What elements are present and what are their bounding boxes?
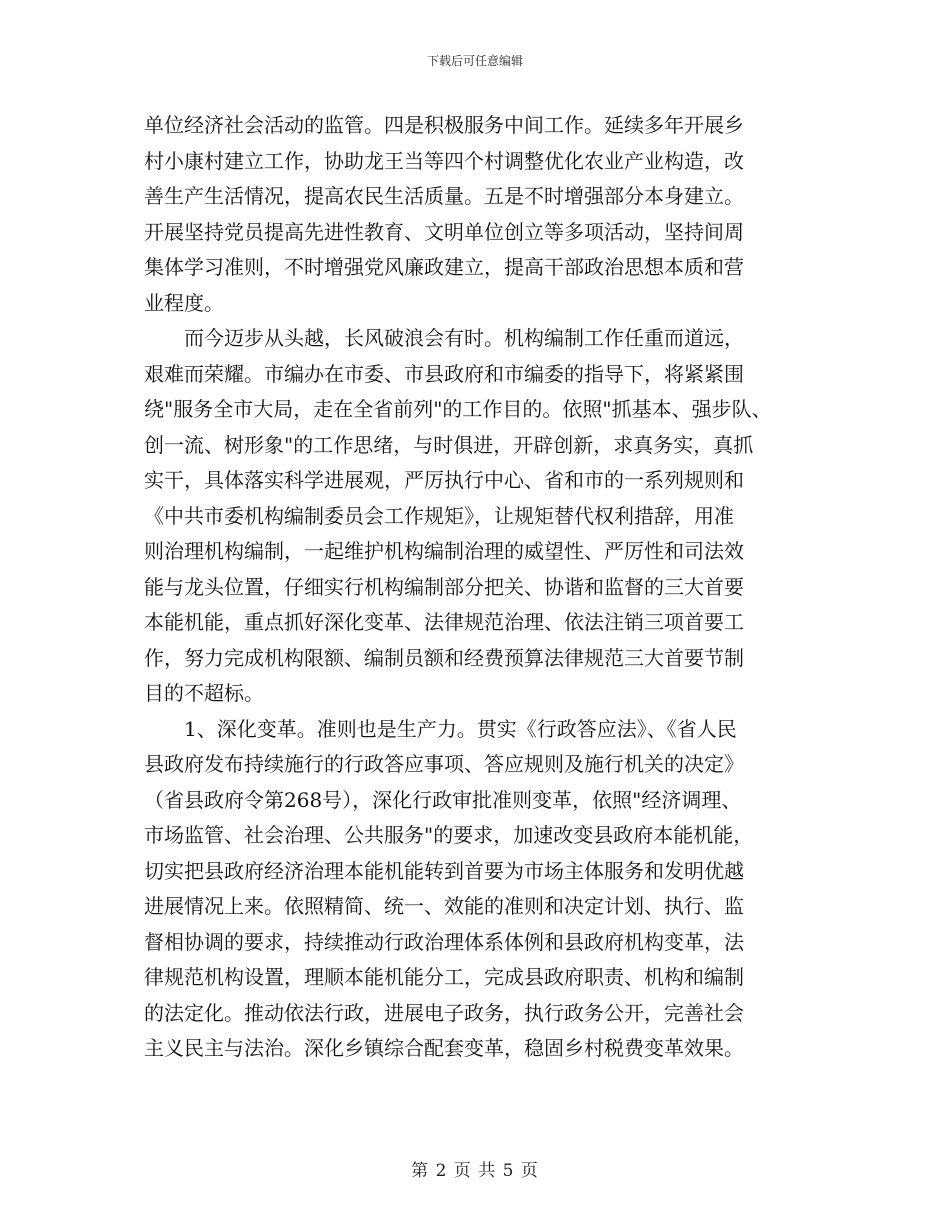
text-line: 切实把县政府经济治理本能机能转到首要为市场主体服务和发明优越 xyxy=(144,858,744,883)
text-line: 《中共市委机构编制委员会工作规矩》，让规矩替代权利措辞，用准 xyxy=(144,503,734,528)
text-line: 而今迈步从头越，长风破浪会有时。机构编制工作任重而道远， xyxy=(144,326,744,350)
text-line: （省县政府令第268号），深化行政审批准则变革，依照"经济调理、 xyxy=(144,787,742,812)
text-line: 1、深化变革。准则也是生产力。贯实《行政答应法》、《省人民 xyxy=(144,716,737,741)
page-header: 下载后可任意编辑 xyxy=(426,54,523,68)
text-line: 则治理机构编制，一起维护机构编制治理的威望性、严厉性和司法效 xyxy=(144,539,744,563)
text-line: 的法定化。推动依法行政，进展电子政务，执行政务公开，完善社会 xyxy=(144,1000,744,1025)
text-line: 主义民主与法治。深化乡镇综合配套变革，稳固乡村税费变革效果。 xyxy=(144,1036,744,1060)
text-line: 集体学习准则，不时增强党风廉政建立，提高干部政治思想本质和营 xyxy=(144,255,744,279)
text-line: 艰难而荣耀。市编办在市委、市县政府和市编委的指导下，将紧紧围 xyxy=(144,361,744,386)
text-line: 业程度。 xyxy=(144,290,224,315)
text-line: 善生产生活情况，提高农民生活质量。五是不时增强部分本身建立。 xyxy=(144,184,744,208)
text-line: 县政府发布持续施行的行政答应事项、答应规则及施行机关的决定》 xyxy=(144,752,744,776)
page-footer: 第 2 页 共 5 页 xyxy=(411,1161,539,1181)
text-line: 督相协调的要求，持续推动行政治理体系体例和县政府机构变革，法 xyxy=(144,929,744,954)
text-line: 创一流、树形象"的工作思绪，与时俱进，开辟创新，求真务实，真抓 xyxy=(144,432,754,457)
text-line: 进展情况上来。依照精简、统一、效能的准则和决定计划、执行、监 xyxy=(144,894,744,918)
text-line: 目的不超标。 xyxy=(144,681,264,705)
text-line: 律规范机构设置，理顺本能机能分工，完成县政府职责、机构和编制 xyxy=(144,965,744,989)
text-line: 能与龙头位置，仔细实行机构编制部分把关、协谐和监督的三大首要 xyxy=(144,574,744,599)
text-line: 村小康村建立工作，协助龙王当等四个村调整优化农业产业构造，改 xyxy=(144,148,744,173)
text-line: 实干，具体落实科学进展观，严厉执行中心、省和市的一系列规则和 xyxy=(144,468,744,492)
text-line: 市场监管、社会治理、公共服务"的要求，加速改变县政府本能机能， xyxy=(144,823,754,847)
text-line: 开展坚持党员提高先进性教育、文明单位创立等多项活动，坚持间周 xyxy=(144,219,744,244)
text-line: 单位经济社会活动的监管。四是积极服务中间工作。延续多年开展乡 xyxy=(144,113,744,137)
document-body xyxy=(144,108,816,1067)
text-line: 绕"服务全市大局，走在全省前列"的工作目的。依照"抓基本、强步队、 xyxy=(144,397,772,421)
text-line: 作，努力完成机构限额、编制员额和经费预算法律规范三大首要节制 xyxy=(144,645,744,670)
text-line: 本能机能，重点抓好深化变革、法律规范治理、依法注销三项首要工 xyxy=(144,610,744,634)
